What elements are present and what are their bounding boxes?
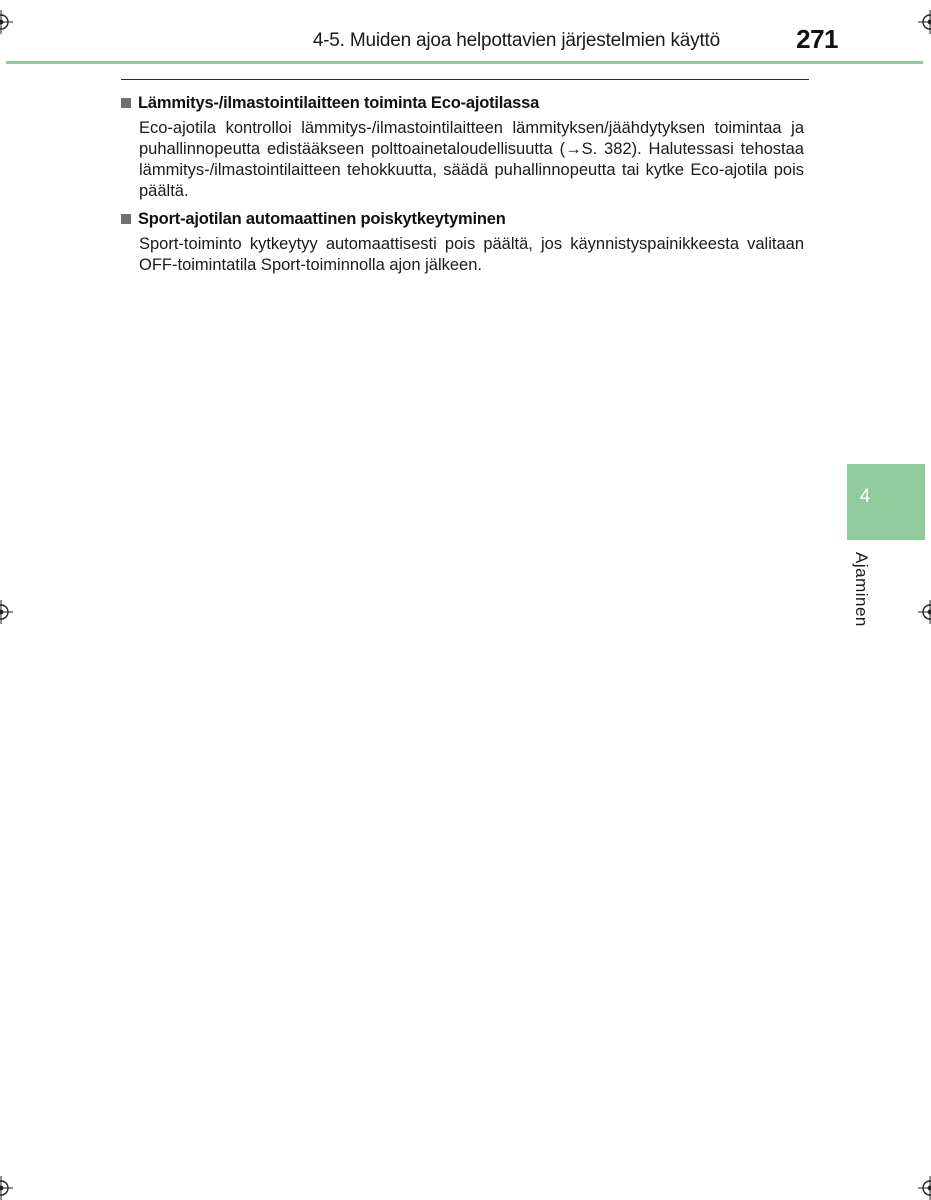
- content-top-rule: [121, 79, 809, 80]
- section-eco-mode: [121, 92, 804, 202]
- chapter-title: Ajaminen: [852, 552, 871, 627]
- registration-mark-icon: [0, 10, 13, 34]
- registration-mark-icon: [0, 1176, 13, 1200]
- chapter-number: 4: [859, 486, 871, 507]
- section-sport-mode: [121, 208, 804, 276]
- page-content: [121, 92, 804, 282]
- section-heading: Lämmitys-/ilmastointilaitteen toiminta Eco-ajotilassa: [138, 94, 540, 112]
- square-bullet-icon: [121, 98, 131, 108]
- section-heading: Sport-ajotilan automaattinen poiskytkeytyminen: [138, 210, 506, 228]
- registration-mark-icon: [918, 10, 931, 34]
- page-number: 271: [796, 24, 838, 54]
- registration-mark-icon: [918, 1176, 931, 1200]
- section-header-title: 4-5. Muiden ajoa helpottavien järjestelmien käyttö: [312, 30, 720, 51]
- section-body: Eco-ajotila kontrolloi lämmitys-/ilmastointilaitteen lämmityksen/jäähdytyksen toimintaa ja puhallinnopeutta edistääkseen polttoainetaloudellisuutta (→S. 382). Halutessasi tehostaa lämmitys-/ilmastointilaitteen tehokkuutta, säädä puhallinnopeutta tai kytke Eco-ajotila pois päältä.: [139, 119, 804, 200]
- registration-mark-icon: [0, 600, 13, 624]
- registration-mark-icon: [918, 600, 931, 624]
- square-bullet-icon: [121, 214, 131, 224]
- section-body: Sport-toiminto kytkeytyy automaattisesti pois päältä, jos käynnistyspainikkeesta valitaan OFF-toimintatila Sport-toiminnolla ajon jälkeen.: [139, 235, 804, 274]
- chapter-tab: [847, 464, 925, 540]
- header-accent-rule: [6, 61, 923, 64]
